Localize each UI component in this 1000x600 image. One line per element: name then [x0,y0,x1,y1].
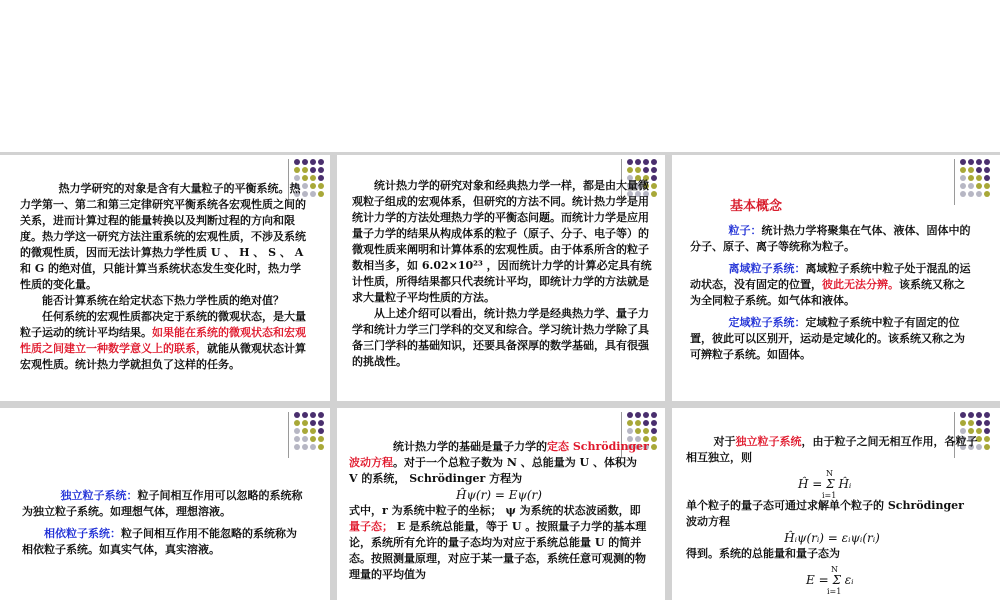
dot-icon [302,444,308,450]
dot-icon [635,159,641,165]
dot-icon [651,167,657,173]
hamiltonian-sum-formula [686,466,978,498]
dot-icon [627,167,633,173]
slide-6-text [686,434,978,594]
dot-icon [984,159,990,165]
slide-4[interactable] [0,408,330,600]
dot-icon [627,159,633,165]
independent-highlight: 独立粒子系统 [735,435,802,448]
dot-icon [984,412,990,418]
dot-icon [294,420,300,426]
dot-icon [643,420,649,426]
single-particle-text: 单个粒子的量子态可通过求解单个粒子的 Schrödinger 波动方程 [686,499,964,528]
dot-icon [976,183,982,189]
dot-icon [635,167,641,173]
paragraph-1: 统计热力学的研究对象和经典热力学一样，都是由大量微观粒子组成的宏观体系，但研究的方法不同。统计热力学是用统计力学的方法处理热力学的平衡态问题。而统计力学是应用量子力学的结果从构成体系的粒子（原子、分子、电子等）的微观性质来阐明和计算体系的宏观性质。由于体系所含的粒子数相当多，如 6.02×10²³ ，因而统计力学的计算必定具有统计性质，所得结果都只代表统计平均，即统计力学的方法就是求大量粒子平均性质的方法。 [352,179,652,304]
dot-icon [318,444,324,450]
dot-icon [318,420,324,426]
dot-icon [643,167,649,173]
slide-5-text [349,439,649,583]
dot-icon [302,436,308,442]
sum-formula: Ĥ = Σ Ĥᵢ [798,477,852,491]
def-delocalized-a: 离域粒子系统中粒子处于混乱的运动状态，没有固定的位置， [690,262,971,291]
dot-icon [968,159,974,165]
explain-e: 的平均值为 [371,568,426,581]
dot-icon [318,167,324,173]
dot-icon [976,175,982,181]
dot-icon [651,428,657,434]
dot-icon [294,412,300,418]
dot-icon [643,412,649,418]
dot-icon [310,183,316,189]
total-energy-text: 得到。系统的总能量和量子态为 [686,547,840,560]
dot-icon [635,412,641,418]
dot-icon [968,167,974,173]
dot-icon [302,412,308,418]
dot-icon [310,444,316,450]
dot-icon [968,191,974,197]
dot-icon [960,412,966,418]
dot-icon [310,159,316,165]
dot-icon [984,167,990,173]
dot-grid-icon [960,159,993,199]
independent-intro [686,434,978,466]
paragraph-1: 热力学研究的对象是含有大量粒子的平衡系统。热力学第一、第二和第三定律研究平衡系统各宏观性质之间的关系，进而计算过程的能量转换以及判断过程的方向和限度。热力学这一研究方法注重系统的宏观性质，不涉及系统的微观性质，因而无法计算热力学性质 U 、 H 、 S 、 A 和 G 的绝对值，只能计算当系统状态发生变化时，热力学性质的变化量。 [20,182,306,291]
dot-icon [984,175,990,181]
schrodinger-formula: Ĥψ(r) = Eψ(r) [456,488,542,502]
term-delocalized: 离域粒子系统： [728,262,806,275]
dot-icon [310,436,316,442]
sum-lower: i=1 [827,587,842,596]
dot-icon [310,167,316,173]
dot-icon [968,412,974,418]
dot-icon [984,191,990,197]
divider-line [288,412,289,458]
def-delocalized-b: 该系统又称之为全同粒子系统。如气体和液体。 [690,278,965,307]
concept-dependent [22,526,307,558]
dot-icon [976,412,982,418]
dot-icon [984,444,990,450]
dot-icon [302,159,308,165]
dot-icon [976,159,982,165]
sum-formula: E = Σ εᵢ [806,573,854,587]
def-delocalized-red: 彼此无法分辨。 [822,278,899,291]
def-localized: 定域粒子系统中粒子有固定的位置，彼此可以区别开，运动是定域化的。该系统又称之为可辨粒子系统。如固体。 [690,316,965,361]
intro-b: ，由于粒子之间无相互作用，各粒子相互独立，则 [686,435,978,464]
intro-a: 统计热力学的基础是量子力学的 [393,440,547,453]
dot-icon [302,420,308,426]
dot-icon [960,420,966,426]
def-independent: 粒子间相互作用可以忽略的系统称为独立粒子系统。如理想气体，理想溶液。 [22,489,303,518]
dot-icon [318,191,324,197]
dot-icon [627,428,633,434]
paragraph-3-b: 就能从微观状态计算宏观性质。统计热力学就担负了这样的任务。 [20,342,306,371]
term-particle: 粒子： [728,224,762,237]
dot-icon [968,420,974,426]
term-localized: 定域粒子系统： [728,316,806,329]
concept-independent [22,488,307,520]
paragraph-3-a: 任何系统的宏观性质都决定于系统的微观状态，是大量粒子运动的统计平均结果。 [20,310,306,339]
dot-icon [968,175,974,181]
term-dependent: 相依粒子系统： [44,527,121,540]
concept-delocalized [690,261,975,309]
slide-6[interactable] [672,408,1000,600]
dot-icon [635,428,641,434]
schrodinger-highlight: 定态 Schrödinger 波动方程 [349,440,649,469]
dot-icon [651,159,657,165]
slide-4-text [22,488,307,558]
dot-icon [318,175,324,181]
dot-icon [310,191,316,197]
dot-icon [984,436,990,442]
dot-icon [984,428,990,434]
dot-icon [960,159,966,165]
dot-icon [318,412,324,418]
dot-icon [318,436,324,442]
paragraph-3 [20,309,310,373]
dot-icon [318,159,324,165]
dot-icon [960,191,966,197]
intro-b: 。对于一个总粒子数为 N 、总能量为 U 、体积为 V 的系统， Schrödinger 方程为 [349,456,637,485]
slide-2-text [352,178,652,370]
intro-paragraph [349,439,649,487]
explain-c: 式中，r 为系统中粒子的坐标； ψ 为系统的状态波函数，即 [349,504,641,517]
explain-d: E 是系统总能量，等于 U 。按照量子力学的基本理论，系统所有允许的量子态均为对应于系统总能量 U 的简并态。按照测量原理，对应于某一量子态，系统任意可观测的物理量 [349,520,647,581]
dot-icon [651,420,657,426]
dot-icon [960,183,966,189]
dot-icon [960,167,966,173]
dot-icon [627,420,633,426]
dot-icon [627,412,633,418]
dot-icon [643,159,649,165]
slide-2[interactable] [337,155,665,401]
concept-localized [690,315,975,363]
dot-icon [310,428,316,434]
dot-icon [294,428,300,434]
slide-1-text [20,181,310,373]
dot-icon [976,167,982,173]
dot-icon [318,428,324,434]
term-independent: 独立粒子系统： [60,489,138,502]
dot-icon [318,183,324,189]
dot-icon [294,444,300,450]
slide-3-text [690,223,975,363]
dot-icon [635,420,641,426]
dot-icon [968,183,974,189]
dot-icon [302,428,308,434]
concept-particle [690,223,975,255]
single-particle-formula: Ĥᵢψ(rᵢ) = εᵢψᵢ(rᵢ) [784,531,880,545]
dot-icon [302,167,308,173]
slide-1[interactable] [0,155,330,401]
sum-lower: i=1 [822,491,837,500]
sum-upper: N [831,565,838,574]
divider-line [954,159,955,205]
dot-icon [960,175,966,181]
energy-sum-formula [686,562,978,594]
dot-icon [651,412,657,418]
dot-grid-icon [294,412,327,452]
dot-icon [984,420,990,426]
intro-a: 对于 [713,435,736,448]
dot-icon [643,428,649,434]
sum-upper: N [826,469,833,478]
def-particle: 统计热力学将聚集在气体、液体、固体中的分子、原子、离子等统称为粒子。 [690,224,971,253]
paragraph-2: 从上述介绍可以看出，统计热力学是经典热力学、量子力学和统计力学三门学科的交叉和综合。学习统计热力学除了具备三门学科的基础知识，还要具备深厚的数学基础，具有很强的挑战性。 [352,307,649,368]
dot-icon [294,159,300,165]
dot-icon [310,420,316,426]
dot-icon [976,420,982,426]
dot-icon [976,191,982,197]
def-dependent: 粒子间相互作用不能忽略的系统称为相依粒子系统。如真实气体，真实溶液。 [22,527,297,556]
highlight-text: 如果能在系统的微观状态和宏观性质之间建立一种数学意义上的联系， [20,326,306,355]
quantum-state-highlight: 量子态； [349,520,393,533]
slide-5[interactable] [337,408,665,600]
dot-icon [651,444,657,450]
slide-3[interactable] [672,155,1000,401]
dot-icon [651,436,657,442]
dot-icon [294,167,300,173]
paragraph-2: 能否计算系统在给定状态下热力学性质的绝对值？ [42,294,284,307]
dot-icon [310,175,316,181]
section-heading: 基本概念 [730,199,783,214]
dot-icon [984,183,990,189]
explain-paragraph [349,503,649,583]
dot-icon [294,436,300,442]
dot-icon [310,412,316,418]
